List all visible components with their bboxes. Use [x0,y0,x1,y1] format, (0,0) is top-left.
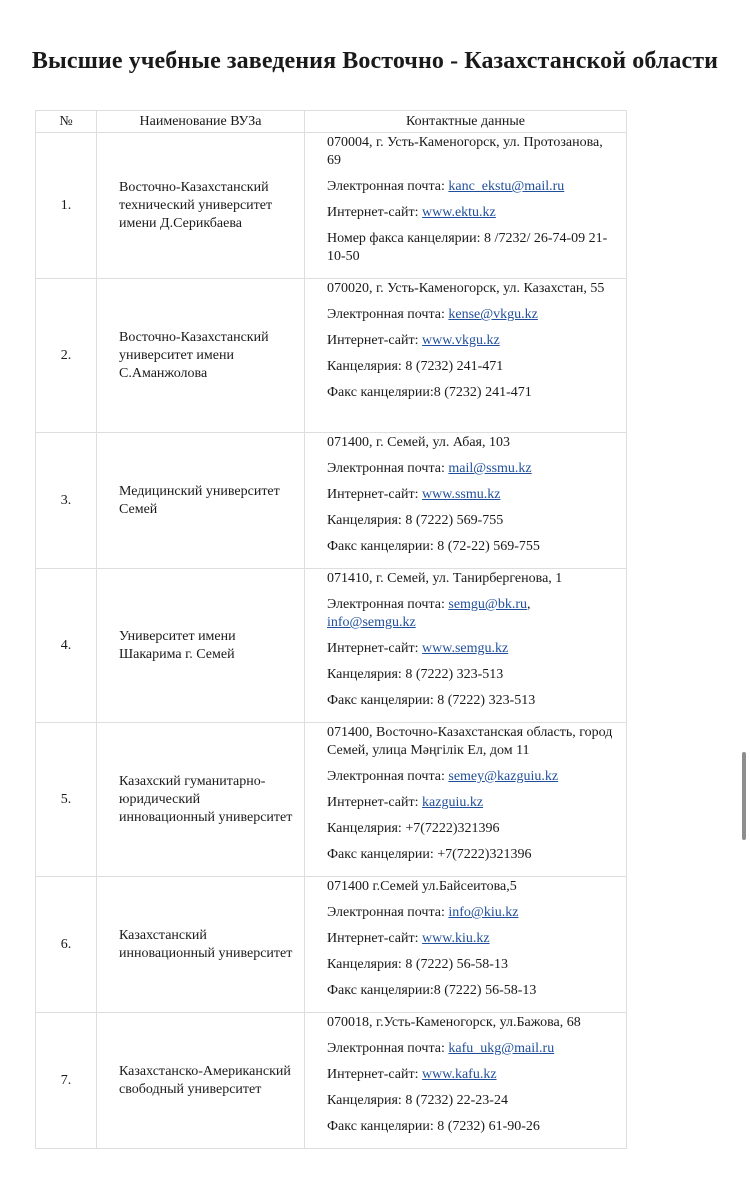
fax-line: Факс канцелярии: +7(7222)321396 [327,847,532,862]
column-header-contacts: Контактные данные [305,111,627,133]
website-link[interactable]: kazguiu.kz [422,795,484,810]
website-link[interactable]: www.kiu.kz [422,931,490,946]
email-link[interactable]: kense@vkgu.kz [448,307,538,322]
fax-line: Факс канцелярии: 8 (72-22) 569-755 [327,539,540,554]
university-name: Восточно-Казахстанский технический университет имени Д.Серикбаева [97,133,305,279]
email-line [327,178,616,196]
row-number: 1. [36,133,97,279]
website-link[interactable]: www.kafu.kz [422,1067,497,1082]
university-name: Университет имени Шакарима г. Семей [97,569,305,723]
university-name: Медицинский университет Семей [97,433,305,569]
email-link[interactable]: info@kiu.kz [448,905,519,920]
website-link[interactable]: www.semgu.kz [422,641,509,656]
university-name: Восточно-Казахстанский университет имени С.Аманжолова [97,279,305,433]
office-phone-line: Канцелярия: 8 (7232) 22-23-24 [327,1093,508,1108]
website-line [327,1066,616,1084]
office-phone-line: Номер факса канцелярии: 8 /7232/ 26-74-09 21-10-50 [327,231,608,264]
table-row [36,279,627,433]
website-label: Интернет-сайт: [327,487,423,502]
email-separator: , [526,597,531,612]
contact-details [305,569,627,723]
address-line: 071400 г.Семей ул.Байсеитова,5 [327,879,517,894]
row-number: 6. [36,877,97,1013]
office-phone-line: Канцелярия: 8 (7222) 56-58-13 [327,957,508,972]
website-line [327,332,616,350]
website-line [327,204,616,222]
email-line [327,306,616,324]
scrollbar[interactable] [742,752,746,840]
website-link[interactable]: www.ssmu.kz [422,487,501,502]
university-name: Казахский гуманитарно-юридический инновационный университет [97,723,305,877]
table-row [36,877,627,1013]
contact-details [305,1013,627,1149]
email-label: Электронная почта: [327,307,449,322]
website-label: Интернет-сайт: [327,205,423,220]
universities-table [35,110,627,1149]
email-line [327,596,616,632]
email-label: Электронная почта: [327,179,449,194]
website-label: Интернет-сайт: [327,1067,423,1082]
contact-details [305,279,627,433]
email-link[interactable]: kafu_ukg@mail.ru [448,1041,555,1056]
address-line: 071400, г. Семей, ул. Абая, 103 [327,435,510,450]
address-line: 071410, г. Семей, ул. Танирбергенова, 1 [327,571,563,586]
office-phone-line: Канцелярия: 8 (7232) 241-471 [327,359,504,374]
fax-line: Факс канцелярии: 8 (7222) 323-513 [327,693,536,708]
table-row [36,723,627,877]
column-header-number: № [36,111,97,133]
university-name: Казахстанско-Американский свободный университет [97,1013,305,1149]
column-header-name: Наименование ВУЗа [97,111,305,133]
contact-details [305,433,627,569]
row-number: 4. [36,569,97,723]
row-number: 7. [36,1013,97,1149]
row-number: 2. [36,279,97,433]
university-name: Казахстанский инновационный университет [97,877,305,1013]
email-link[interactable]: semey@kazguiu.kz [448,769,559,784]
website-line [327,794,616,812]
email-line [327,904,616,922]
website-label: Интернет-сайт: [327,931,423,946]
email-line [327,768,616,786]
website-line [327,486,616,504]
page-title: Высшие учебные заведения Восточно - Казахстанской области [31,48,719,74]
email-line [327,460,616,478]
office-phone-line: Канцелярия: 8 (7222) 323-513 [327,667,504,682]
email-link[interactable]: kanc_ekstu@mail.ru [448,179,565,194]
table-row [36,133,627,279]
address-line: 070004, г. Усть-Каменогорск, ул. Протозанова, 69 [327,135,603,168]
email-label: Электронная почта: [327,597,449,612]
fax-line: Факс канцелярии: 8 (7232) 61-90-26 [327,1119,540,1134]
website-label: Интернет-сайт: [327,333,423,348]
row-number: 5. [36,723,97,877]
fax-line: Факс канцелярии:8 (7232) 241-471 [327,385,532,400]
table-row [36,569,627,723]
email-label: Электронная почта: [327,1041,449,1056]
email-label: Электронная почта: [327,461,449,476]
website-label: Интернет-сайт: [327,795,423,810]
table-row [36,1013,627,1149]
website-link[interactable]: www.vkgu.kz [422,333,500,348]
address-line: 070020, г. Усть-Каменогорск, ул. Казахстан, 55 [327,281,605,296]
email-link[interactable]: mail@ssmu.kz [448,461,532,476]
contact-details [305,723,627,877]
email-link-secondary[interactable]: info@semgu.kz [327,615,416,630]
website-label: Интернет-сайт: [327,641,423,656]
email-label: Электронная почта: [327,769,449,784]
contact-details [305,133,627,279]
email-line [327,1040,616,1058]
website-line [327,930,616,948]
address-line: 071400, Восточно-Казахстанская область, город Семей, улица Мәңгілік Ел, дом 11 [327,725,613,758]
office-phone-line: Канцелярия: +7(7222)321396 [327,821,500,836]
office-phone-line: Канцелярия: 8 (7222) 569-755 [327,513,504,528]
table-header-row [36,111,627,133]
email-label: Электронная почта: [327,905,449,920]
contact-details [305,877,627,1013]
row-number: 3. [36,433,97,569]
website-line [327,640,616,658]
fax-line: Факс канцелярии:8 (7222) 56-58-13 [327,983,537,998]
website-link[interactable]: www.ektu.kz [422,205,496,220]
email-link[interactable]: semgu@bk.ru [448,597,527,612]
table-row [36,433,627,569]
address-line: 070018, г.Усть-Каменогорск, ул.Бажова, 68 [327,1015,581,1030]
